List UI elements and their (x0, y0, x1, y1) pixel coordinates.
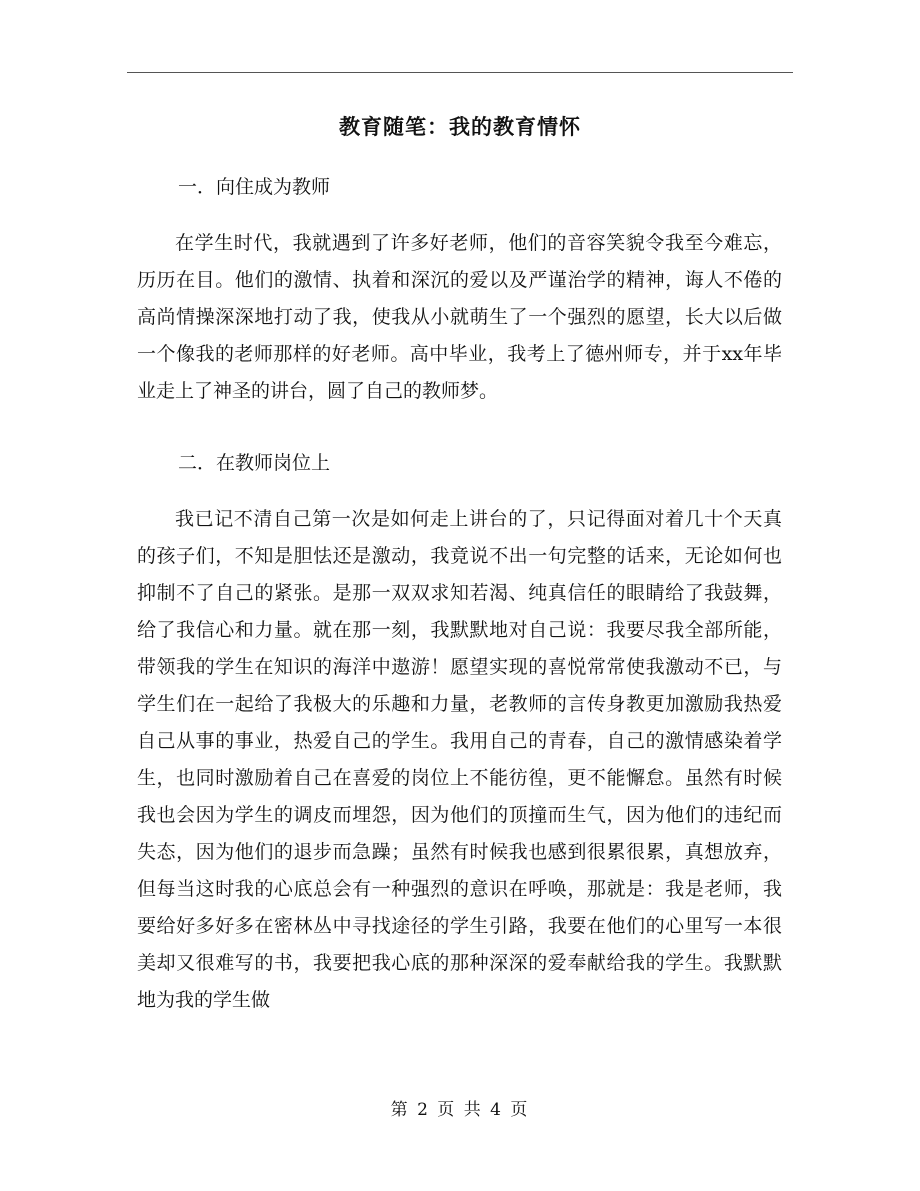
document-title: 教育随笔：我的教育情怀 (339, 114, 581, 139)
section-heading-1: 一．向住成为教师 (178, 176, 331, 198)
section-heading-2: 二．在教师岗位上 (178, 452, 331, 474)
page-number-footer: 第 2 页 共 4 页 (390, 1100, 530, 1120)
header-rule (127, 72, 793, 73)
section-paragraph-2: 我已记不清自己第一次是如何走上讲台的了，只记得面对着几十个天真的孩子们，不知是胆怯还是激动，我竟说不出一句完整的话来，无论如何也抑制不了自己的紧张。是那一双双求知若渴、纯真信任的眼睛给了我鼓舞，给了我信心和力量。就在那一刻，我默默地对自己说：我要尽我全部所能，带领我的学生在知识的海洋中遨游！愿望实现的喜悦常常使我激动不已，与学生们在一起给了我极大的乐趣和力量，老教师的言传身教更加激励我热爱自己从事的事业，热爱自己的学生。我用自己的青春，自己的激情感染着学生，也同时激励着自己在喜爱的岗位上不能彷徨，更不能懈怠。虽然有时候我也会因为学生的调皮而埋怨，因为他们的顶撞而生气，因为他们的违纪而失态，因为他们的退步而急躁；虽然有时候我也感到很累很累，真想放弃，但每当这时我的心底总会有一种强烈的意识在呼唤，那就是：我是老师，我要给好多好多在密林丛中寻找途径的学生引路，我要在他们的心里写一本很美却又很难写的书，我要把我心底的那种深深的爱奉献给我的学生。我默默地为我的学生做 (137, 508, 782, 1011)
section-paragraph-1: 在学生时代，我就遇到了许多好老师，他们的音容笑貌令我至今难忘，历历在目。他们的激情、执着和深沉的爱以及严谨治学的精神，诲人不倦的高尚情操深深地打动了我，使我从小就萌生了一个强烈的愿望，长大以后做一个像我的老师那样的好老师。高中毕业，我考上了德州师专，并于xx年毕业走上了神圣的讲台，圆了自己的教师梦。 (137, 232, 782, 402)
